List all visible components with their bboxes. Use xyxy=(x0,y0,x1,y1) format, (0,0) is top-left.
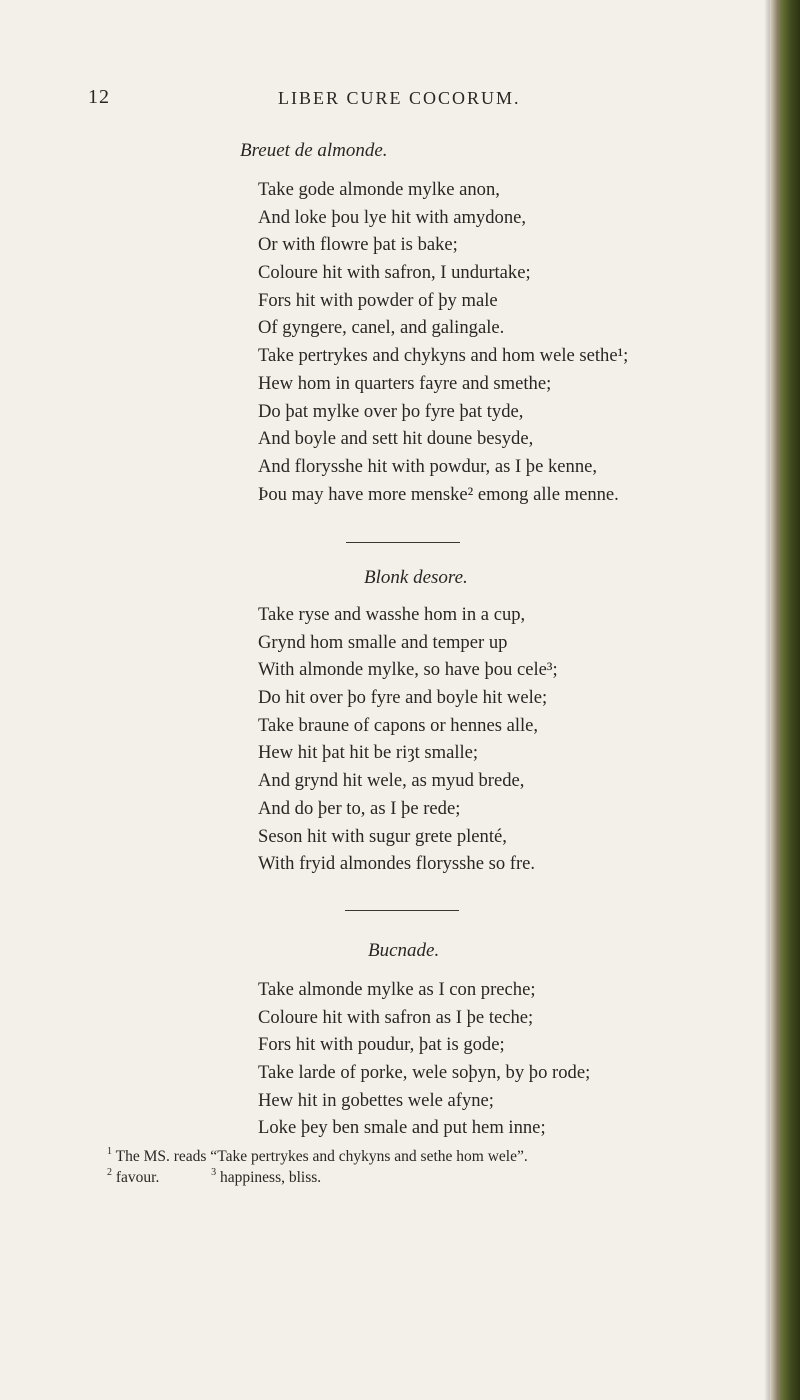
verse-line: Hew hit þat hit be riȝt smalle; xyxy=(258,742,479,764)
page-header xyxy=(88,86,728,110)
verse-line: With almonde mylke, so have þou cele³; xyxy=(258,659,558,681)
verse-block xyxy=(258,976,590,1142)
section-title: Blonk desore. xyxy=(364,567,468,588)
verse-line: Of gyngere, canel, and galingale. xyxy=(258,317,505,339)
page-number: 12 xyxy=(88,86,110,108)
verse-line: With fryid almondes florysshe so fre. xyxy=(258,853,536,875)
verse-line: And boyle and sett hit doune besyde, xyxy=(258,428,534,450)
verse-line: Coloure hit with safron, I undurtake; xyxy=(258,262,531,284)
footnote-text: happiness, bliss. xyxy=(219,1169,322,1186)
verse-line: Seson hit with sugur grete plenté, xyxy=(258,825,507,847)
verse-line: Fors hit with poudur, þat is gode; xyxy=(258,1034,505,1056)
verse-line: Hew hom in quarters fayre and smethe; xyxy=(258,372,552,394)
verse-line: And grynd hit wele, as myud brede, xyxy=(258,770,525,792)
verse-line: Fors hit with powder of þy male xyxy=(258,289,498,311)
section-title: Bucnade. xyxy=(368,940,440,961)
footnote-text: The MS. reads “Take pertrykes and chykyns and sethe hom wele”. xyxy=(115,1148,528,1165)
verse-line: Grynd hom smalle and temper up xyxy=(258,631,508,653)
running-head: LIBER CURE COCORUM. xyxy=(278,88,521,108)
verse-line: Or with flowre þat is bake; xyxy=(258,234,458,256)
section-title: Breuet de almonde. xyxy=(240,140,388,161)
section-divider xyxy=(346,542,460,543)
verse-line: Take larde of porke, wele soþyn, by þo rode; xyxy=(258,1062,591,1084)
footnote xyxy=(107,1167,528,1188)
verse-block xyxy=(258,176,628,508)
footnote-mark: 3 xyxy=(211,1167,217,1178)
verse-line: Take braune of capons or hennes alle, xyxy=(258,714,539,736)
footnote xyxy=(107,1146,528,1167)
verse-line: And do þer to, as I þe rede; xyxy=(258,797,461,819)
section-divider xyxy=(345,910,459,911)
verse-line: Do hit over þo fyre and boyle hit wele; xyxy=(258,687,548,709)
verse-line: Take gode almonde mylke anon, xyxy=(258,179,500,200)
footnote-mark: 2 xyxy=(107,1167,112,1178)
footnote-text: favour. xyxy=(115,1169,160,1186)
verse-line: Take ryse and wasshe hom in a cup, xyxy=(258,604,526,625)
footnote-mark: 1 xyxy=(107,1146,112,1157)
book-edge xyxy=(770,0,800,1400)
verse-line: And florysshe hit with powdur, as I þe kenne, xyxy=(258,455,598,477)
verse-line: Do þat mylke over þo fyre þat tyde, xyxy=(258,400,524,422)
footnotes xyxy=(107,1146,528,1188)
verse-line: Coloure hit with safron as I þe teche; xyxy=(258,1006,534,1028)
verse-line: Take pertrykes and chykyns and hom wele sethe¹; xyxy=(258,345,629,367)
verse-line: Loke þey ben smale and put hem inne; xyxy=(258,1117,546,1139)
verse-line: Take almonde mylke as I con preche; xyxy=(258,979,536,1000)
verse-line: Þou may have more menske² emong alle menne. xyxy=(258,483,619,505)
verse-line: And loke þou lye hit with amydone, xyxy=(258,206,527,228)
verse-line: Hew hit in gobettes wele afyne; xyxy=(258,1089,494,1111)
verse-block xyxy=(258,601,558,878)
